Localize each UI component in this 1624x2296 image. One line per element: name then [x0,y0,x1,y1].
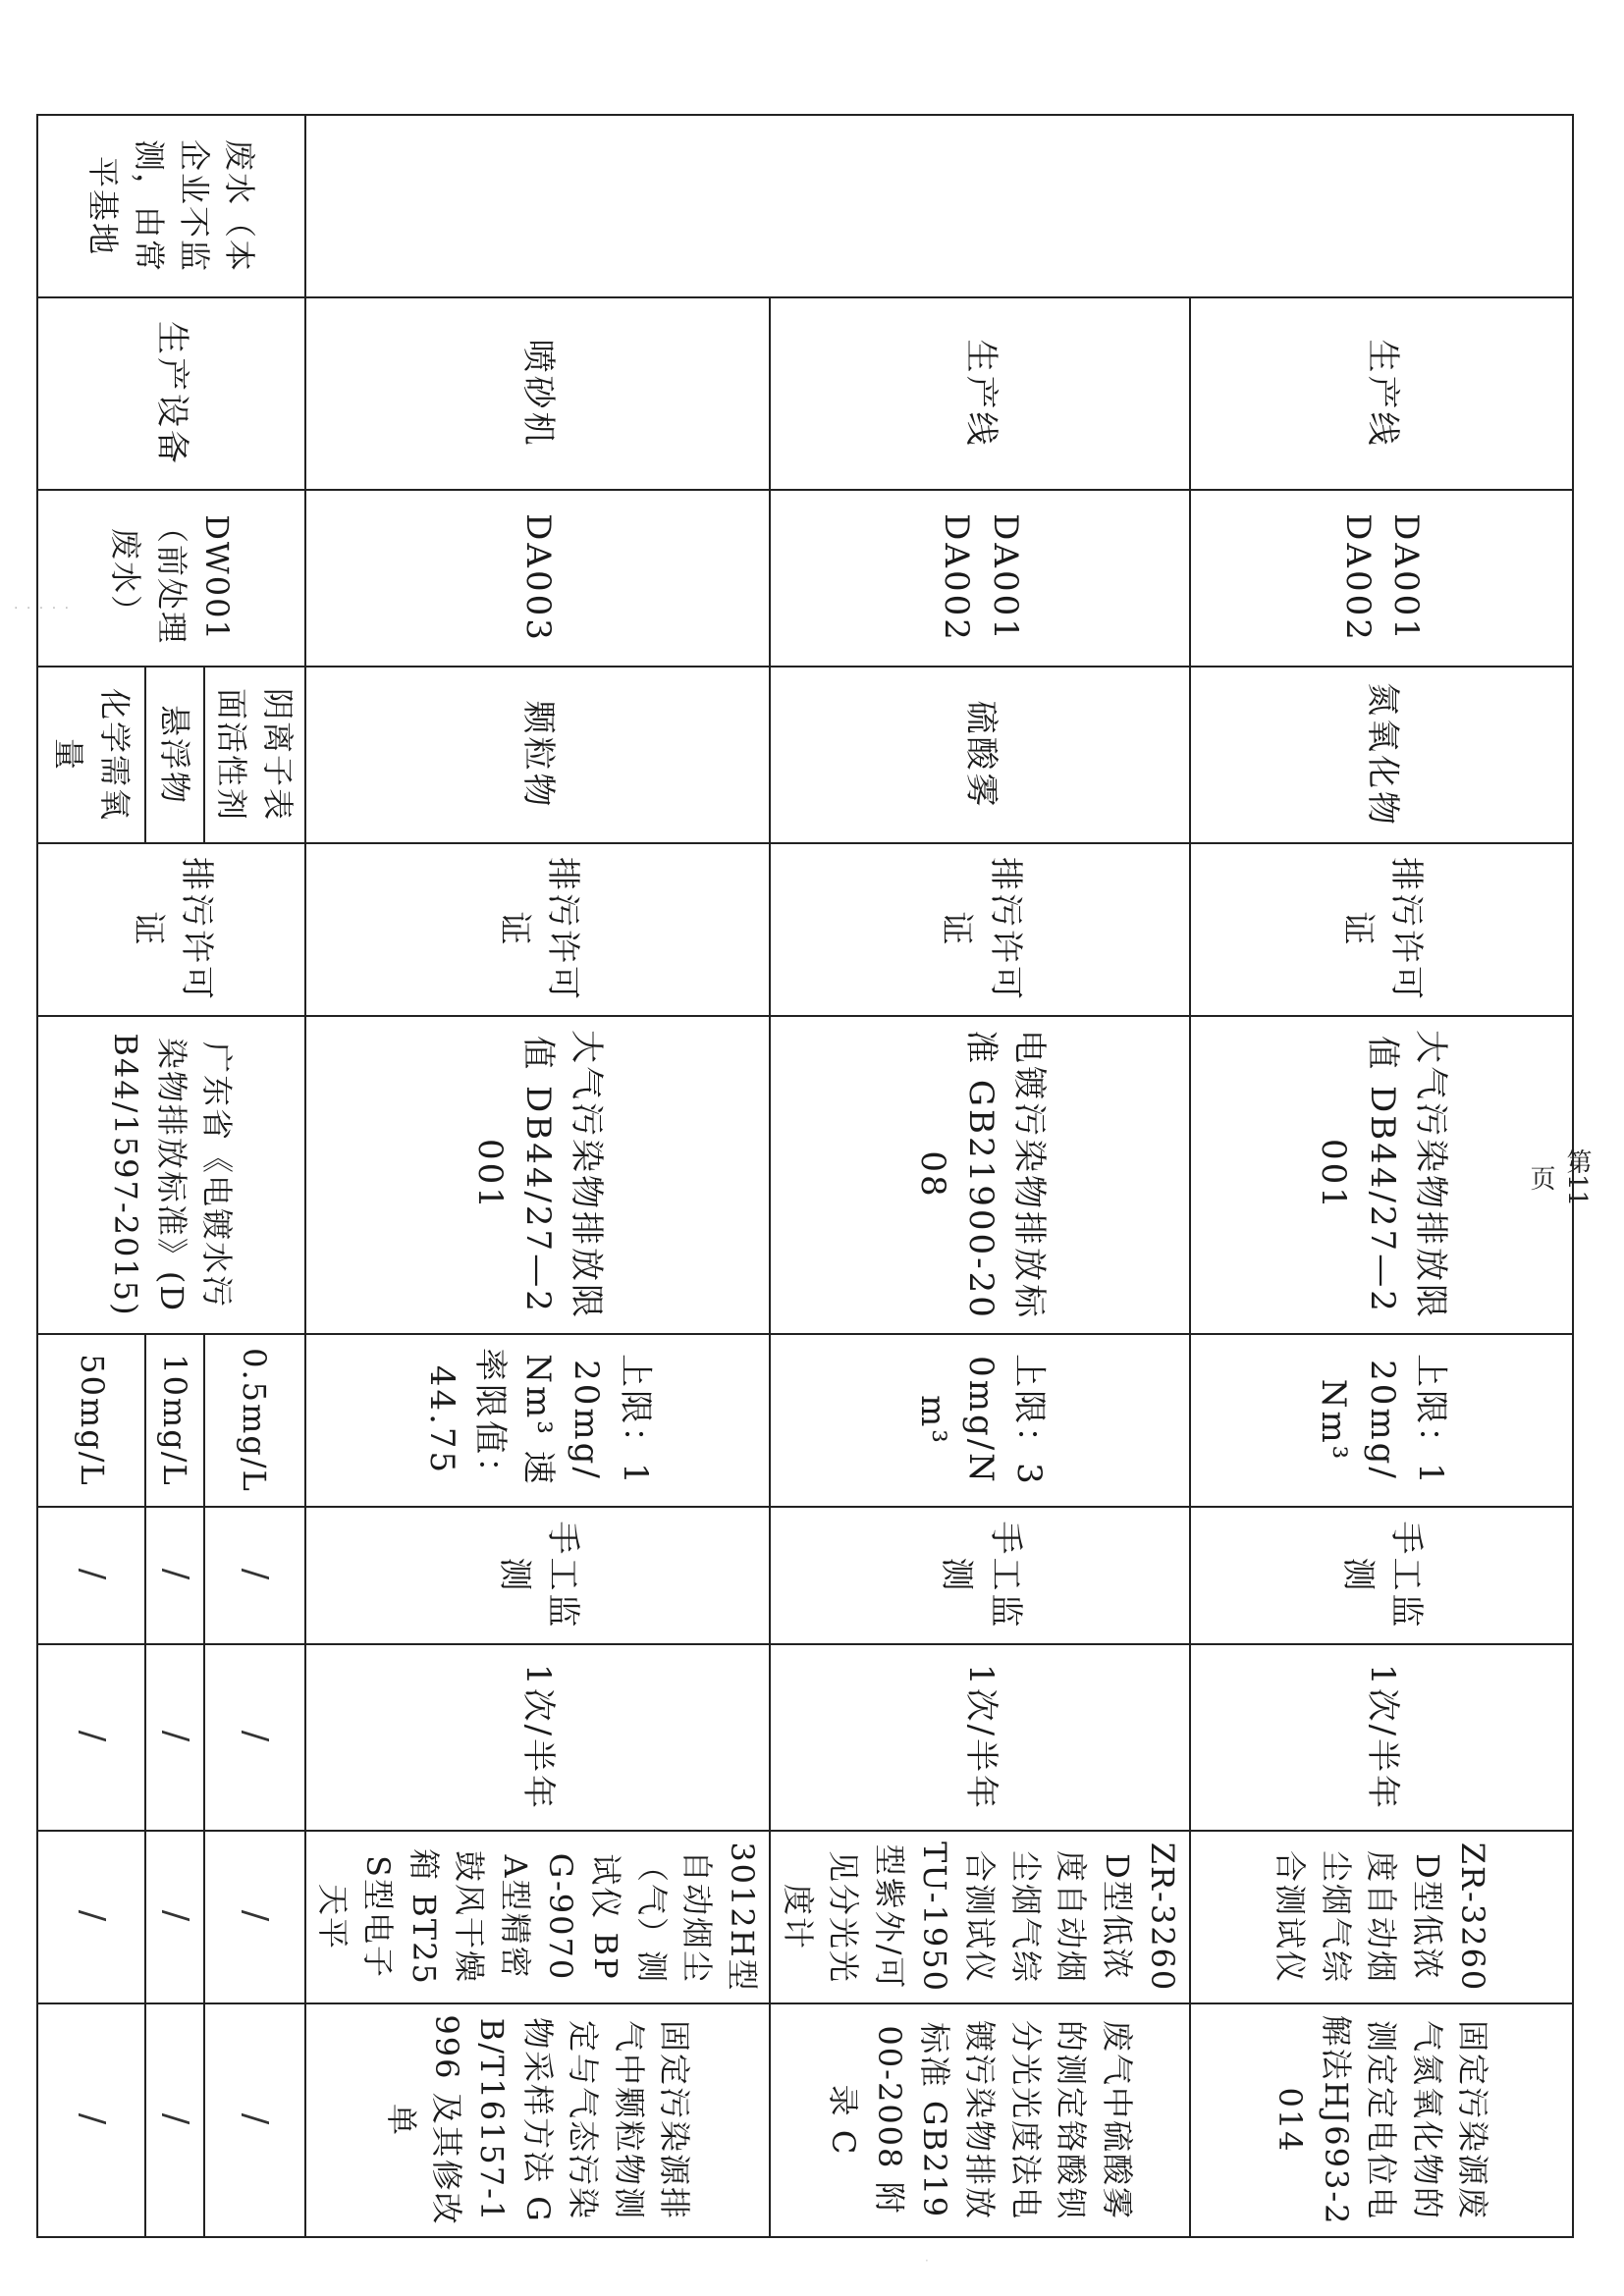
cell-analysis: / [146,2003,204,2237]
page-number: 第11页 [1526,1148,1592,1207]
cell-pollutant: 阴离子表面活性剂 [204,667,305,843]
cell-basis: 排污许可证 [38,843,305,1016]
margin-tick: · [925,2254,929,2268]
cell-outlet: DA001 DA002 [770,490,1190,667]
cell-instrument: / [38,1831,146,2003]
cell-pollutant: 悬浮物 [146,667,204,843]
cell-analysis: / [38,2003,146,2237]
cell-analysis: / [204,2003,305,2237]
monitoring-table-rotated [50,114,1574,2236]
table-row [204,115,305,2237]
cell-pollutant: 氮氧化物 [1190,667,1573,843]
cell-limit: 10mg/L [146,1334,204,1507]
cell-outlet: DW001（前处理废水） [38,490,305,667]
cell-source: 生产线 [1190,297,1573,490]
cell-standard: 电镀污染物排放标准 GB21900-2008 [770,1016,1190,1334]
cell-frequency: 1次/半年 [305,1644,771,1831]
cell-source: 生产设备 [38,297,305,490]
cell-instrument: / [204,1831,305,2003]
rotated-page-frame [50,114,1574,2236]
table-row [1190,115,1573,2237]
cell-category-water: 废水（本企业不监测，由常平基地 [38,115,305,297]
cell-frequency: 1次/半年 [770,1644,1190,1831]
cell-method: / [38,1507,146,1644]
cell-analysis: 固定污染源排气中颗粒物测定与气态污染物采样方法 GB/T16157-1996 及其修改单 [305,2003,771,2237]
cell-instrument: / [146,1831,204,2003]
cell-basis: 排污许可证 [770,843,1190,1016]
cell-limit: 上限：120mg/Nm³ 速率限值：44.75 [305,1334,771,1507]
cell-frequency: 1次/半年 [1190,1644,1573,1831]
margin-dots: · · · · · [14,601,72,616]
cell-method: 手工监测 [1190,1507,1573,1644]
cell-frequency: / [204,1644,305,1831]
table-row [305,115,771,2237]
cell-method: 手工监测 [305,1507,771,1644]
cell-instrument: ZR-3260D型低浓度自动烟尘烟气综合测试仪 TU-1950型紫外/可见分光光度计 [770,1831,1190,2003]
cell-limit: 上限：120mg/Nm³ [1190,1334,1573,1507]
cell-instrument: ZR-3260D型低浓度自动烟尘烟气综合测试仪 [1190,1831,1573,2003]
cell-category [305,115,1573,297]
cell-method: / [204,1507,305,1644]
cell-standard: 大气污染物排放限值 DB44/27—2001 [1190,1016,1573,1334]
cell-basis: 排污许可证 [1190,843,1573,1016]
cell-standard: 大气污染物排放限值 DB44/27—2001 [305,1016,771,1334]
cell-pollutant: 颗粒物 [305,667,771,843]
cell-standard: 广东省《电镀水污染物排放标准》(DB44/1597-2015) [38,1016,305,1334]
cell-limit: 0.5mg/L [204,1334,305,1507]
cell-basis: 排污许可证 [305,843,771,1016]
cell-outlet: DA003 [305,490,771,667]
cell-method: / [146,1507,204,1644]
cell-method: 手工监测 [770,1507,1190,1644]
cell-source: 生产线 [770,297,1190,490]
cell-pollutant: 硫酸雾 [770,667,1190,843]
table-row [770,115,1190,2237]
cell-instrument: 3012H型自动烟尘（气）测试仪 BPG-9070A型精密鼓风干燥箱 BT25S型电子天平 [305,1831,771,2003]
cell-frequency: / [146,1644,204,1831]
monitoring-table [37,114,1575,2238]
cell-limit: 上限：30mg/Nm³ [770,1334,1190,1507]
cell-frequency: / [38,1644,146,1831]
cell-outlet: DA001 DA002 [1190,490,1573,667]
cell-source: 喷砂机 [305,297,771,490]
cell-analysis: 固定污染源废气氮氧化物的测定定电位电解法HJ693-2014 [1190,2003,1573,2237]
cell-limit: 50mg/L [38,1334,146,1507]
cell-analysis: 废气中硫酸雾的测定铬酸钡分光光度法电镀污染物排放标准 GB21900-2008 附录 C [770,2003,1190,2237]
cell-pollutant: 化学需氧量 [38,667,146,843]
